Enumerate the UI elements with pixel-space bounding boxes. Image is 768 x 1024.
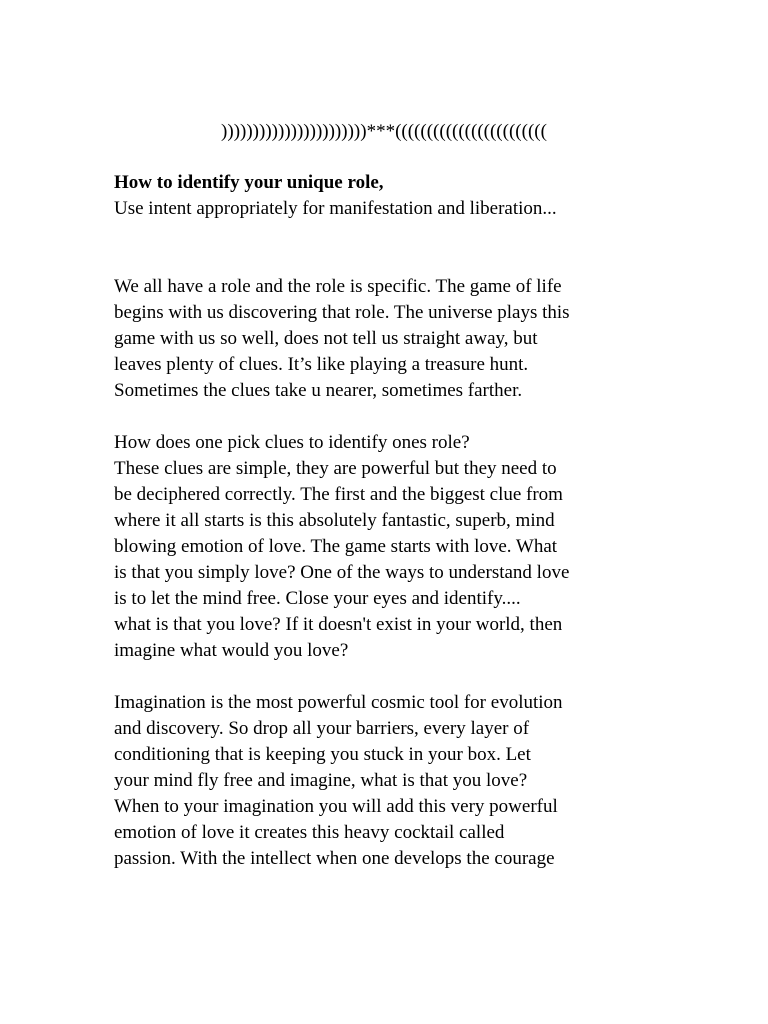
- paragraph-line: blowing emotion of love. The game starts with love. What: [114, 536, 558, 557]
- paragraph-line: We all have a role and the role is specific. The game of life: [114, 276, 562, 297]
- paragraph-line: Imagination is the most powerful cosmic tool for evolution: [114, 692, 563, 713]
- paragraph-line: emotion of love it creates this heavy cocktail called: [114, 822, 505, 843]
- paragraph-line: These clues are simple, they are powerful but they need to: [114, 458, 557, 479]
- paragraph-imagination: [114, 690, 674, 872]
- document-body: [114, 170, 674, 898]
- decorative-divider: )))))))))))))))))))))))***((((((((((((((((((((((((: [221, 121, 547, 142]
- paragraph-line: imagine what would you love?: [114, 640, 349, 661]
- paragraph-role-intro: [114, 274, 674, 404]
- paragraph-line: When to your imagination you will add this very powerful: [114, 796, 558, 817]
- paragraph-line: begins with us discovering that role. The universe plays this: [114, 302, 570, 323]
- paragraph-line: passion. With the intellect when one develops the courage: [114, 848, 555, 869]
- paragraph-line: what is that you love? If it doesn't exist in your world, then: [114, 614, 563, 635]
- paragraph-line: game with us so well, does not tell us straight away, but: [114, 328, 538, 349]
- paragraph-line: where it all starts is this absolutely fantastic, superb, mind: [114, 510, 555, 531]
- paragraph-line: is that you simply love? One of the ways to understand love: [114, 562, 570, 583]
- paragraph-line: How does one pick clues to identify ones role?: [114, 432, 470, 453]
- paragraph-line: conditioning that is keeping you stuck in your box. Let: [114, 744, 531, 765]
- paragraph-line: your mind fly free and imagine, what is that you love?: [114, 770, 528, 791]
- document-subheading: Use intent appropriately for manifestation and liberation...: [114, 198, 557, 219]
- paragraph-line: and discovery. So drop all your barriers, every layer of: [114, 718, 530, 739]
- paragraph-line: Sometimes the clues take u nearer, sometimes farther.: [114, 380, 523, 401]
- paragraph-clues: [114, 430, 674, 664]
- paragraph-line: is to let the mind free. Close your eyes and identify....: [114, 588, 521, 609]
- paragraph-line: be deciphered correctly. The first and the biggest clue from: [114, 484, 563, 505]
- paragraph-line: leaves plenty of clues. It’s like playing a treasure hunt.: [114, 354, 529, 375]
- document-heading: How to identify your unique role,: [114, 172, 384, 193]
